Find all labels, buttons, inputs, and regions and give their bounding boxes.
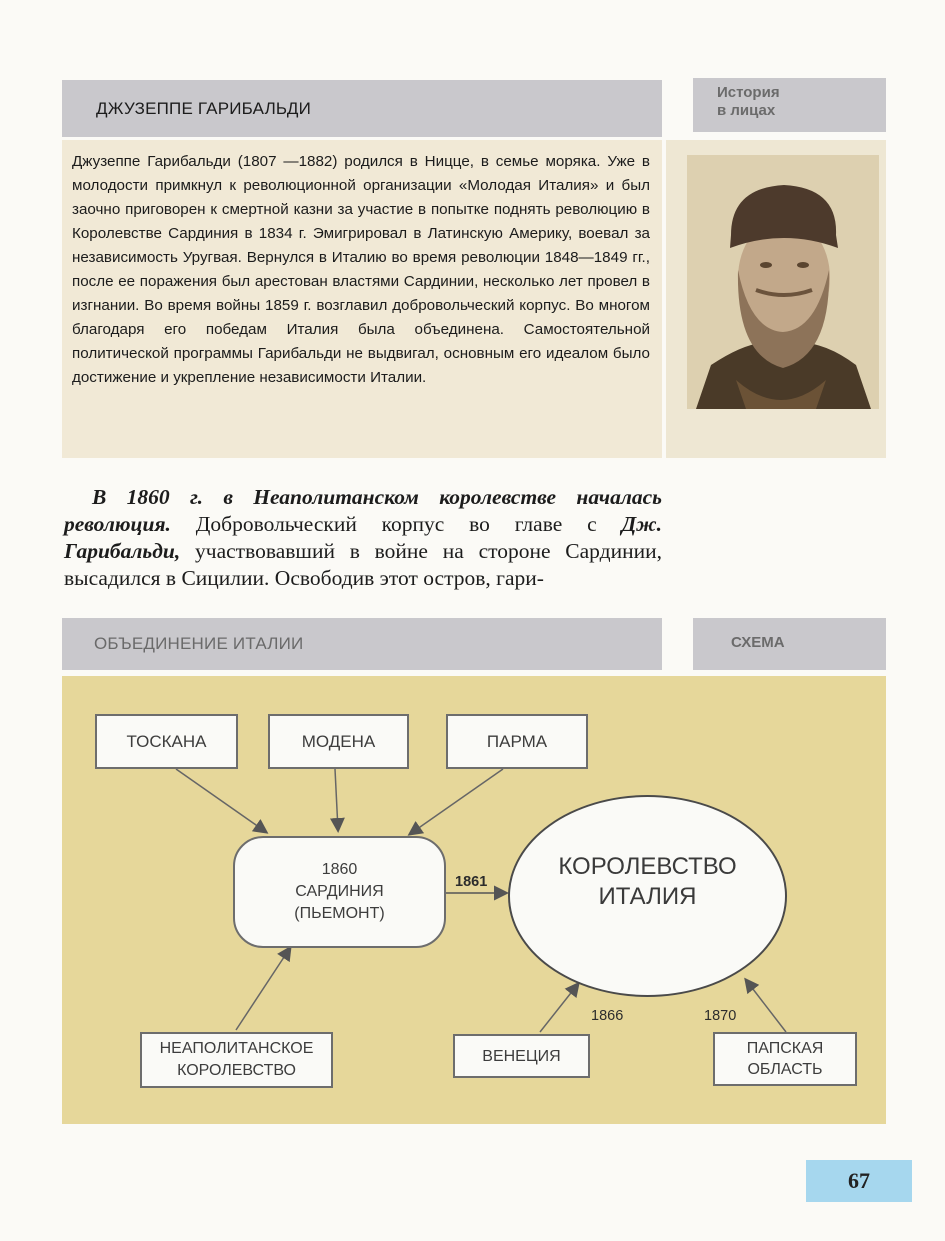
- year-1861: 1861: [455, 874, 488, 890]
- year-1870: 1870: [704, 1008, 737, 1024]
- arrow-papal: [746, 980, 786, 1032]
- main-text-bold-intro: В 1860 г. в Неаполитанском королевстве началась революция.: [64, 485, 662, 536]
- arrow-modena: [335, 769, 338, 830]
- diagram-section-tag: СХЕМА: [693, 618, 886, 670]
- bio-header-title: ДЖУЗЕППЕ ГАРИБАЛЬДИ: [96, 98, 312, 118]
- arrow-parma: [410, 769, 503, 834]
- node-toscana: ТОСКАНА: [95, 714, 238, 769]
- sardinia-sublabel: (ПЬЕМОНТ): [294, 905, 385, 922]
- node-modena: МОДЕНА: [268, 714, 409, 769]
- sardinia-label: САРДИНИЯ: [295, 883, 384, 900]
- page-number: 67: [806, 1160, 912, 1202]
- main-text-bold-name: Дж. Гарибальди,: [64, 512, 662, 563]
- diagram-header-title: ОБЪЕДИНЕНИЕ ИТАЛИИ: [94, 634, 304, 653]
- node-papal-states: ПАПСКАЯ ОБЛАСТЬ: [713, 1032, 857, 1086]
- node-parma: ПАРМА: [446, 714, 588, 769]
- arrow-toscana: [176, 769, 266, 832]
- year-1866: 1866: [591, 1008, 624, 1024]
- node-venice: ВЕНЕЦИЯ: [453, 1034, 590, 1078]
- arrow-naples: [236, 948, 290, 1030]
- sardinia-year: 1860: [321, 861, 358, 878]
- node-naples: НЕАПОЛИТАНСКОЕ КОРОЛЕВСТВО: [140, 1032, 333, 1088]
- node-sardinia: [233, 836, 446, 948]
- bio-section-tag: История в лицах: [693, 78, 886, 132]
- arrow-venice: [540, 984, 578, 1032]
- main-text-part2: Добровольческий корпус во главе с: [170, 512, 622, 536]
- bio-text: Джузеппе Гарибальди (1807 —1882) родился в Ницце, в семье моряка. Уже в молодости примкнул к революционной организации «Молодая Италия» и был заочно приговорен к смертной казни за участие в попытке поднять революцию в Королевстве Сардиния в 1834 г. Эмигрировал в Латинскую Америку, воевал за независимость Уругвая. Вернулся в Италию во время революции 1848—1849 гг., после ее поражения был арестован властями Сардинии, несколько лет провел в изгнании. Во время войны 1859 г. возглавил добровольческий корпус. Во многом благодаря его победам Италия была объединена. Самостоятельной политической программы Гарибальди не выдвигал, основным его идеалом было достижение и укрепление независимости Италии.: [72, 153, 650, 386]
- node-kingdom-italy: КОРОЛЕВСТВО ИТАЛИЯ: [508, 795, 787, 997]
- main-text-part3: участвовавший в войне на стороне Сардинии, высадился в Сицилии. Освободив этот остров, гари-: [64, 539, 662, 590]
